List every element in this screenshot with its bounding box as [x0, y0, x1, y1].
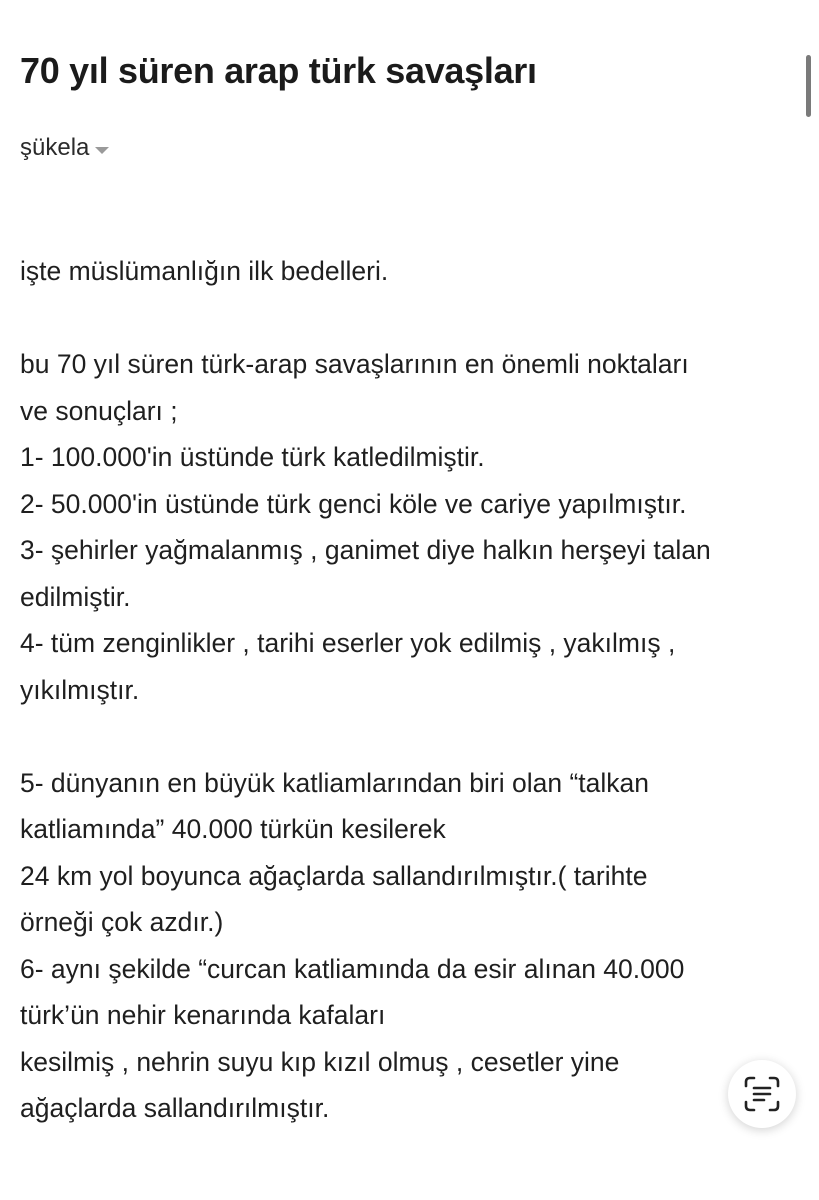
entry-line: 1- 100.000'in üstünde türk katledilmiştir.	[20, 442, 485, 472]
entry-line: 3- şehirler yağmalanmış , ganimet diye halkın herşeyi talan edilmiştir.	[20, 535, 711, 612]
entry-blank-line	[20, 713, 800, 760]
entry-line: bu 70 yıl süren türk-arap savaşlarının en önemli noktaları ve sonuçları ;	[20, 349, 689, 426]
entry-line: 6- aynı şekilde “curcan katliamında da esir alınan 40.000 türk’ün nehir kenarında kafaları	[20, 953, 685, 1030]
entry-content	[20, 248, 800, 1132]
page-title[interactable]: 70 yıl süren arap türk savaşları	[20, 50, 537, 91]
entry-line: işte müslümanlığın ilk bedelleri.	[20, 256, 389, 286]
entry-line: 2- 50.000'in üstünde türk genci köle ve cariye yapılmıştır.	[20, 488, 687, 519]
live-text-button[interactable]	[728, 1060, 796, 1128]
text-scan-icon	[743, 1075, 781, 1113]
entry-blank-line	[20, 295, 800, 342]
entry-line: kesilmiş , nehrin suyu kıp kızıl olmuş , cesetler yine ağaçlarda sallandırılmıştır.	[20, 1046, 620, 1123]
sort-label: şükela	[20, 134, 90, 161]
entry-line: 4- tüm zenginlikler , tarihi eserler yok edilmiş , yakılmış , yıkılmıştır.	[20, 628, 676, 705]
bottom-area	[0, 1158, 819, 1200]
entry-line: 5- dünyanın en büyük katliamlarından biri olan “talkan katliamında” 40.000 türkün kesilerek	[20, 767, 650, 844]
entry-line: 24 km yol boyunca ağaçlarda sallandırılmıştır.( tarihte örneği çok azdır.)	[20, 860, 648, 937]
scrollbar[interactable]	[806, 55, 811, 117]
sort-dropdown[interactable]	[20, 134, 109, 162]
chevron-down-icon	[95, 147, 109, 154]
